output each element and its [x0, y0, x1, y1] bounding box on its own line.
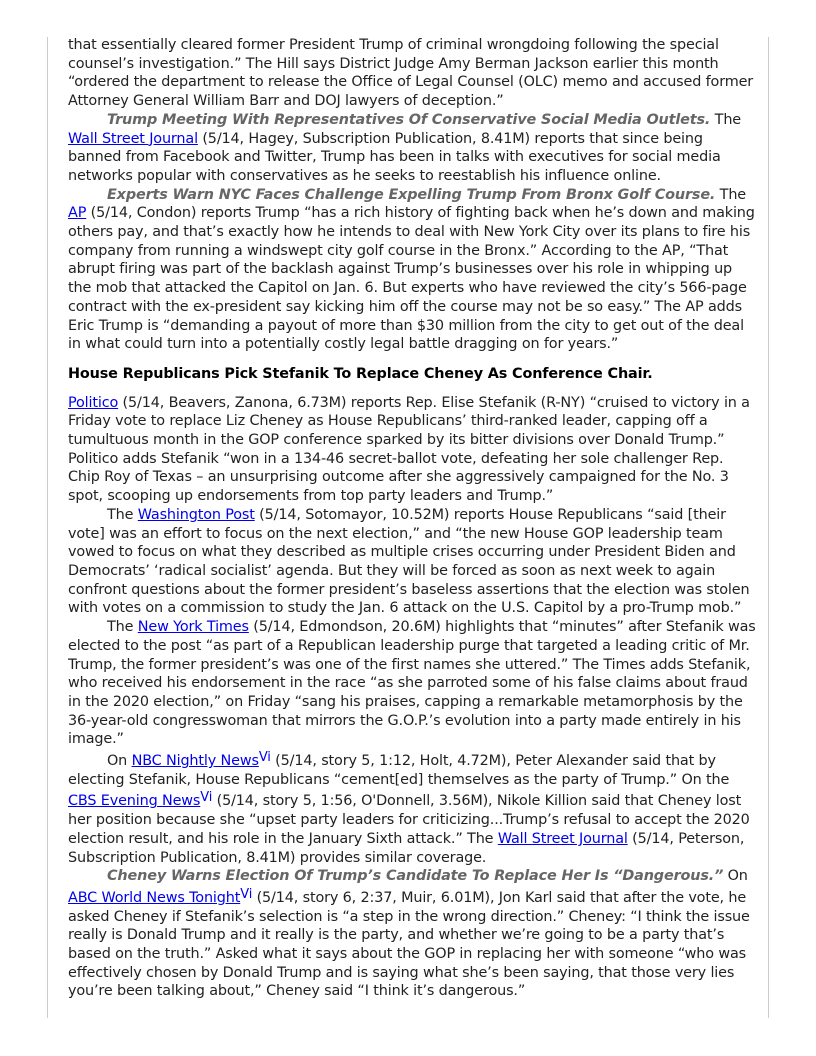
body-text: On: [723, 868, 748, 885]
story-headline: Experts Warn NYC Faces Challenge Expelling Trump From Bronx Golf Course.: [107, 186, 716, 203]
source-link[interactable]: Politico: [68, 394, 119, 411]
body-text: (5/14, Beavers, Zanona, 6.73M) reports Rep. Elise Stefanik (R-NY) “cruised to victory in a Friday vote to replace Liz Cheney as House Republicans’ third-ranked leader, capping off a tumultuous month in the GOP conference sparked by its bitter divisions over Donald Trump.” Politico adds Stefanik “won in a 134-46 secret-ballot vote, defeating her sole challenger Rep. Chip Roy of Texas – an unsurprising outcome after she aggressively campaigned for the No. 3 spot, scooping up endorsements from top party leaders and Trump.”: [68, 394, 750, 505]
document-body: [68, 36, 758, 1001]
story-headline: Cheney Warns Election Of Trump’s Candidate To Replace Her Is “Dangerous.”: [107, 868, 724, 885]
paragraph: [68, 749, 758, 867]
body-text: (5/14, Edmondson, 20.6M) highlights that “minutes” after Stefanik was elected to the post “as part of a Republican leadership purge that targeted a leading critic of Mr. Trump, the former president’s was one of the first names she uttered.” The Times adds Stefanik, who received his endorsement in the race “as she parroted some of his false claims about fraud in the 2020 election,” on Friday “sang his praises, capping a remarkable metamorphosis by the 36-year-old congresswoman that mirrors the G.O.P.’s evolution into a party made entirely in his image.”: [68, 619, 756, 748]
body-text: On: [107, 753, 132, 770]
video-icon[interactable]: Vi: [240, 886, 253, 902]
body-text: The: [107, 619, 138, 636]
story-headline: Trump Meeting With Representatives Of Conservative Social Media Outlets.: [107, 111, 711, 128]
paragraph: [68, 36, 758, 111]
video-icon[interactable]: Vi: [258, 750, 271, 766]
body-text: (5/14, Peterson, Subscription Publication, 8.41M) provides similar coverage.: [68, 830, 745, 866]
body-text: The: [710, 111, 741, 128]
paragraph: [68, 186, 758, 354]
body-text: (5/14, story 5, 1:56, O'Donnell, 3.56M), Nikole Killion said that Cheney lost her position because she “upset party leaders for criticizing...Trump’s refusal to accept the 2020 election result, and his role in the January Sixth attack.” The: [68, 793, 750, 847]
body-text: (5/14, story 5, 1:12, Holt, 4.72M), Peter Alexander said that by electing Stefanik, House Republicans “cement[ed] themselves as the party of Trump.” On the: [68, 753, 730, 788]
source-link[interactable]: NBC Nightly News: [131, 753, 259, 770]
body-text: that essentially cleared former President Trump of criminal wrongdoing following the special counsel’s investigation.” The Hill says District Judge Amy Berman Jackson earlier this month “ordered the department to release the Office of Legal Counsel (OLC) memo and accused former Attorney General William Barr and DOJ lawyers of deception.”: [68, 37, 754, 110]
video-icon[interactable]: Vi: [200, 790, 213, 806]
paragraph: [68, 618, 758, 749]
body-text: (5/14, Sotomayor, 10.52M) reports House Republicans “said [their vote] was an effort to focus on the next election,” and “the new House GOP leadership team vowed to focus on what they described as multiple crises occurring under President Biden and Democrats’ ‘radical socialist’ agenda. But they will be forced as soon as next week to again confront questions about the former president’s baseless assertions that the election was stolen with votes on a commission to study the Jan. 6 attack on the U.S. Capitol by a pro-Trump mob.”: [68, 506, 750, 617]
source-link[interactable]: Wall Street Journal: [68, 130, 198, 147]
paragraph: [68, 506, 758, 618]
paragraph: [68, 394, 758, 506]
source-link[interactable]: ABC World News Tonight: [68, 889, 241, 906]
body-text: (5/14, story 6, 2:37, Muir, 6.01M), Jon Karl said that after the vote, he asked Cheney if Stefanik’s selection is “a step in the wrong direction.” Cheney: “I think the issue really is Donald Trump and it really is the party, and whether we’re going to be a party that’s based on the truth.” Asked what it says about the GOP in replacing her with someone “who was effectively chosen by Donald Trump and is saying what she’s been saying, that those very lies you’re been talking about,” Cheney said “I think it’s dangerous.”: [68, 889, 750, 1000]
source-link[interactable]: New York Times: [137, 619, 249, 636]
body-text: (5/14, Hagey, Subscription Publication, 8.41M) reports that since being banned from Facebook and Twitter, Trump has been in talks with executives for social media networks popular with conservatives as he seeks to reestablish his influence online.: [68, 130, 721, 184]
paragraph: [68, 867, 758, 1001]
section-heading: House Republicans Pick Stefanik To Replace Cheney As Conference Chair.: [68, 365, 653, 382]
source-link[interactable]: Wall Street Journal: [497, 830, 628, 847]
source-link[interactable]: Washington Post: [137, 506, 255, 523]
body-text: The: [715, 186, 746, 203]
source-link[interactable]: CBS Evening News: [68, 793, 201, 810]
body-text: The: [107, 506, 138, 523]
paragraph: [68, 111, 758, 186]
source-link[interactable]: AP: [68, 205, 87, 222]
body-text: (5/14, Condon) reports Trump “has a rich history of fighting back when he’s down and making others pay, and that’s exactly how he intends to deal with New York City over its plans to fire his company from running a windswept city golf course in the Bronx.” According to the AP, “That abrupt firing was part of the backlash against Trump’s businesses over his role in whipping up the mob that attacked the Capitol on Jan. 6. But experts who have reviewed the city’s 566-page contract with the ex-president say kicking him off the course may not be so easy.” The AP adds Eric Trump is “demanding a payout of more than $30 million from the city to get out of the deal in what could turn into a potentially costly legal battle dragging on for years.”: [68, 205, 755, 353]
